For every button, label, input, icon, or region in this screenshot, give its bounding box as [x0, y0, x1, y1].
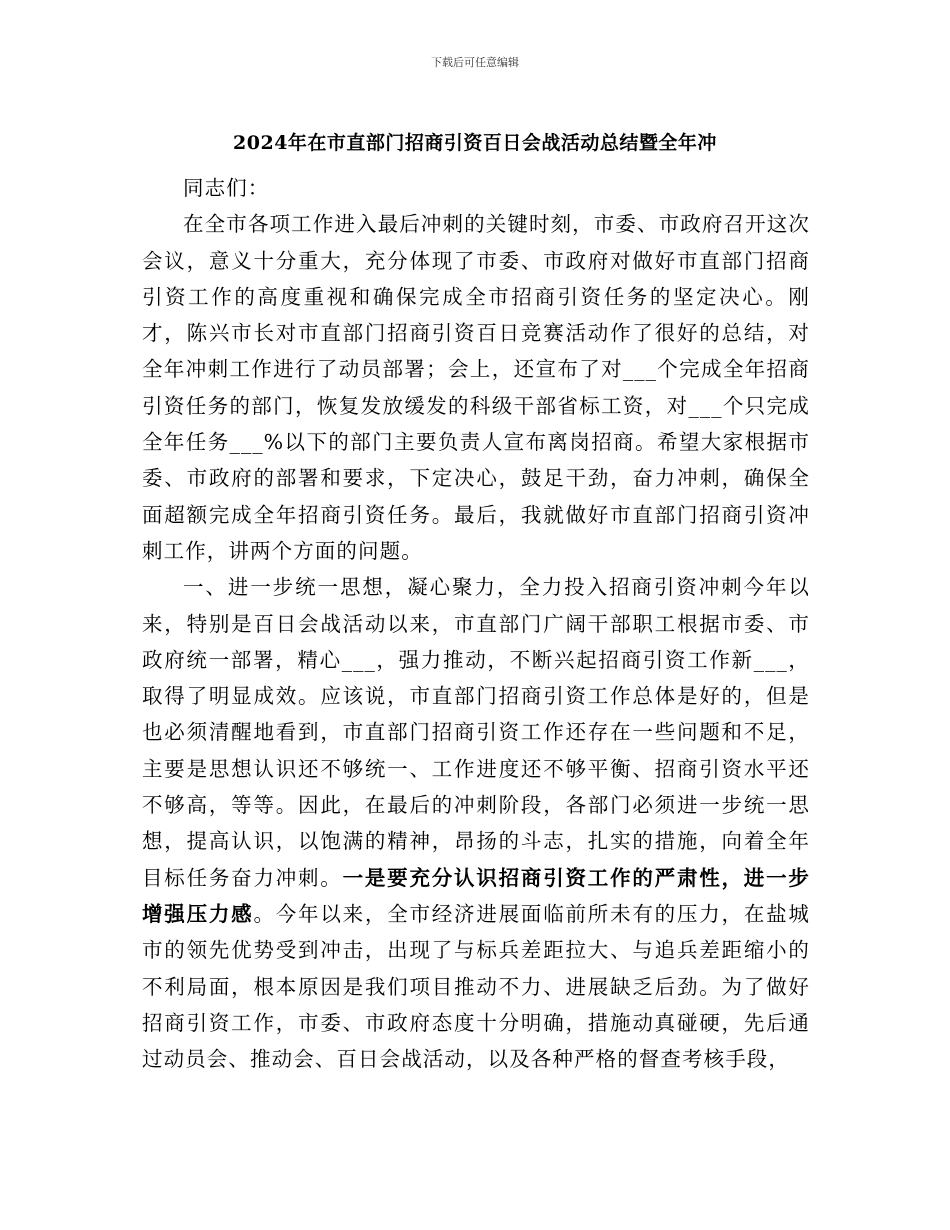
- paragraph-2-bold: 一是要充分认识招商引资工作的严肃性，进一步增强压力感: [142, 865, 810, 926]
- paragraph-1: 在全市各项工作进入最后冲刺的关键时刻，市委、市政府召开这次会议，意义十分重大，充分体现了市委、市政府对做好市直部门招商引资工作的高度重视和确保完成全市招商引资任务的坚定决心。刚才，陈兴市长对市直部门招商引资百日竞赛活动作了很好的总结，对全年冲刺工作进行了动员部署；会上，还宣布了对___个完成全年招商引资任务的部门，恢复发放缓发的科级干部省标工资，对___个只完成全年任务___%以下的部门主要负责人宣布离岗招商。希望大家根据市委、市政府的部署和要求，下定决心，鼓足干劲，奋力冲刺，确保全面超额完成全年招商引资任务。最后，我就做好市直部门招商引资冲刺工作，讲两个方面的问题。: [142, 212, 810, 563]
- header-note: 下载后可任意编辑: [431, 56, 519, 69]
- document-title: 2024年在市直部门招商引资百日会战活动总结暨全年冲: [233, 132, 717, 154]
- paragraph-2-tail: 。今年以来，全市经济进展面临前所未有的压力，在盐城市的领先优势受到冲击，出现了与标兵差距拉大、与追兵差距缩小的不利局面，根本原因是我们项目推动不力、进展缺乏后劲。为了做好招商引资工作，市委、市政府态度十分明确，措施动真碰硬，先后通过动员会、推动会、百日会战活动，以及各种严格的督查考核手段，: [142, 901, 811, 1072]
- paragraph-2: [142, 569, 810, 1077]
- salutation: 同志们：: [183, 176, 270, 200]
- paragraph-2-lead: 一、进一步统一思想，凝心聚力，全力投入招商引资冲刺今年以来，特别是百日会战活动以来，市直部门广阔干部职工根据市委、市政府统一部署，精心___，强力推动，不断兴起招商引资工作新___，取得了明显成效。应该说，市直部门招商引资工作总体是好的，但是也必须清醒地看到，市直部门招商引资工作还存在一些问题和不足，主要是思想认识还不够统一、工作进度还不够平衡、招商引资水平还不够高，等等。因此，在最后的冲刺阶段，各部门必须进一步统一思想，提高认识，以饱满的精神，昂扬的斗志，扎实的措施，向着全年目标任务奋力冲刺。: [142, 575, 810, 890]
- document-body: [142, 170, 810, 1077]
